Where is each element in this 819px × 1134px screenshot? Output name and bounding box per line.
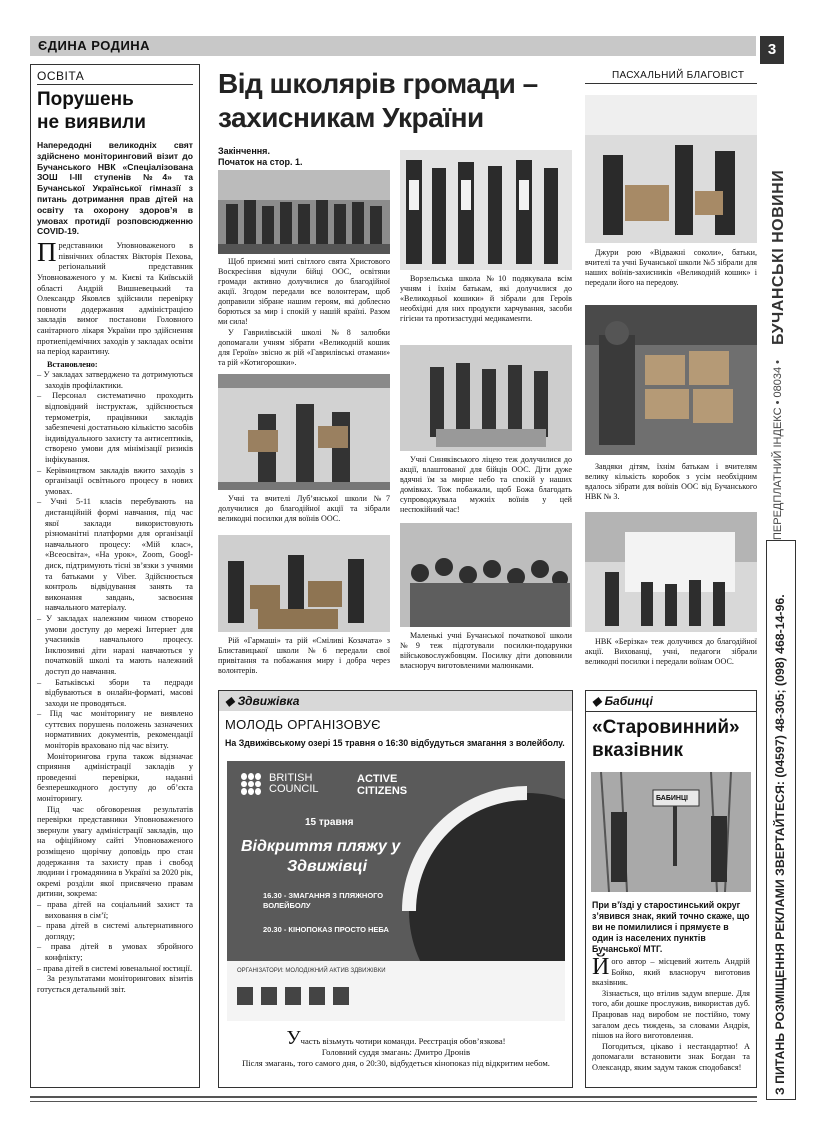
zdvyzhivka-body: Участь візьмуть чотири команди. Реєстрація обов’язкова! Головний суддя змагань: Дмитро Дронів Після змагань, того самого дня, о 20:30, відбудеться кінопоказ під відкритим небом. (242, 1027, 550, 1068)
photo-berizka (585, 512, 757, 632)
page-number: 3 (760, 36, 784, 64)
photo-school5 (585, 95, 757, 243)
drop-cap: У (286, 1027, 301, 1049)
caption-school8b: У Гаврилівській школі №8 залюбки допомагали учням зібрати «Великодній кошик для Героїв» звісно ж рій «Гаврилівські отамани» та рій «Котигорошки». (218, 328, 390, 367)
photo-sign (591, 772, 751, 892)
article-lead: Напередодні великодніх свят здійснено моніторинговий візит до Бучанського НВК «Спеціалізована ЗОШ І-ІІІ ступенів №4» та Бучанської Української гімназії з питань дотримання прав дітей на освіту та охорону здоров’я в умовах протидії розповсюдженню COVID-19. (37, 140, 193, 237)
list-item: – Персонал систематично проходить відповідний інструктаж, здійснюється термометрія, працівники закладів забезпечені достатньою кількістю засобів індивідуального захисту та антисептиків, створено умови для мінімізації ризиків інфікування. (37, 391, 193, 465)
list-item: – Керівництвом закладів вжито заходів з організації освітнього процесу в нових умовах. (37, 465, 193, 496)
brand-vertical: БУЧАНСЬКІ НОВИНИ (770, 169, 787, 345)
caption-school6: Рій «Гармаші» та рій «Сміливі Козачата» з Блиставицької школи №6 передали свої привітання та побажання миру і добра через волонтерів. (218, 636, 390, 675)
photo-school8 (218, 170, 390, 254)
sign-text: БАБИНЦІ (656, 795, 688, 802)
poster-item-cinema: 20.30 - КІНОПОКАЗ ПРОСТО НЕБА (263, 925, 389, 934)
list-item: – права дітей в системі ювенальної юстиції. (37, 963, 193, 973)
poster-title: Відкриття пляжу у Здвижівці (241, 838, 401, 875)
poster-item-volleyball: 16.30 - ЗМАГАННЯ З ПЛЯЖНОГО ВОЛЕЙБОЛУ (263, 891, 384, 910)
bottom-rule-2 (30, 1101, 757, 1102)
caption-synyakiv: Учні Синяківського ліцею теж долучилися до акції, влаштованої для бійців ООС. Діти дуже вдячні їм за мирне небо та спокій у наших домівках. Тож побажали, щоб Божа благодать супроводжувала мужніх воїнів у цей неспокійний час! (400, 455, 572, 514)
drop-cap: Й (592, 954, 610, 980)
kicker: ПАСХАЛЬНИЙ БЛАГОВІСТ (612, 70, 745, 81)
subscription-index: ПЕРЕДПЛАТНИЙ ІНДЕКС • 08034 • (772, 360, 784, 540)
photo-school6 (218, 535, 390, 632)
zdvyzhivka-headline: МОЛОДЬ ОРГАНІЗОВУЄ (225, 717, 381, 732)
article-title: Порушень не виявили (37, 89, 146, 133)
list-item: – Батьківські збори та педради відбуваються в онлайн-форматі, масові заходи не проводяться. (37, 677, 193, 708)
paragraph-3: Під час обговорення результатів перевірки представники Уповноваженого звернули увагу адміністрації закладів, що на офіційному сайті Уповноваженого розміщено щорічну доповідь про стан додержання та захисту прав і свобод людини і громадянина в Україні за 2020 рік, окремі розділи якої присвячено правам дитини, зокрема: (37, 804, 193, 899)
org-active-citizens: ACTIVE CITIZENS (357, 773, 408, 797)
list-item: – права дітей в умовах збройного конфлікту; (37, 942, 193, 962)
photo-school9 (400, 523, 572, 627)
zdvyzhivka-lead: На Здвижівському озері 15 травня о 16:30 відбудуться змагання з волейболу. (225, 738, 565, 748)
list-item: – У закладах належним чином створено умови доступу до мережі Інтернет для учасників навчального процесу. Інклюзивні діти наразі навчаються у початковій школі та мають належний доступ до навчання. (37, 613, 193, 676)
rights-list (37, 900, 193, 974)
poster-organizers: ОРГАНІЗАТОРИ: МОЛОДІЖНИЙ АКТИВ ЗДВИЖІВКИ (237, 968, 386, 974)
established-label: Встановлено: (47, 359, 98, 369)
diamond-icon: ◆ (592, 694, 605, 708)
paragraph-2: Моніторингова група також відзначає сприяння адміністрації закладів у проведенні перевірки, наданні безперешкодного доступу до об’єкта моніторингу. (37, 751, 193, 804)
caption-berizka: НВК «Берізка» теж долучився до благодійної акції. Вихованці, учні, педагоги зібрали великодні посилки і передали воїнам ООС. (585, 637, 757, 666)
continued-note: Закінчення. Початок на стор. 1. (218, 146, 303, 167)
article-body: Представники Уповноваженого в північних областях Вікторія Пехова, регіональний представник Уповноваженого у м. Києві та Київській області Андрій Вишневецький та Олександр Яковлєв здійснили перевірку повноти додержання адміністрацією закладів вимог постанови Головного санітарного лікаря України про здійснення протиепідемічних заходів у закладах освіти на період карантину. (37, 237, 193, 357)
section-bar: ◆ Бабинці (586, 691, 756, 712)
caption-school9: Маленькі учні Бучанської початкової школи №9 теж підготували посилки-подарунки військовослужбовцям. Посилку діти доповнили власноруч виготовленими малюнками. (400, 631, 572, 670)
section-label: ОСВІТА (37, 69, 193, 85)
ads-contact: З ПИТАНЬ РОЗМІЩЕННЯ РЕКЛАМИ ЗВЕРТАЙТЕСЯ: (04597) 48-305; (098) 468-14-96. (773, 594, 787, 1095)
zdvyzhivka-article (218, 690, 573, 1088)
caption-school5: Джури рою «Відважні соколи», батьки, вчителі та учні Бучанської школи №5 зібрали для наших воїнів-захисників «Великодній кошик» і передали його на передову. (585, 248, 757, 287)
babyntsi-p2: Зізнається, що втілив задум вперше. Для того, аби дошке прослужив, використав дуб. Працював над виробом не постійно, тому загалом десь тиждень, за словами Андрія, пішов на його виготовлення. (592, 988, 750, 1041)
caption-school7: Учні та вчителі Луб’янської школи №7 долучилися до благодійної акції та зібрали великодні посилки для воїнів ООС. (218, 494, 390, 523)
event-poster (227, 761, 565, 1021)
diamond-icon: ◆ (225, 694, 238, 708)
findings-list (37, 370, 193, 751)
babyntsi-p1: Його автор – місцевий житель Андрій Бойко, який власноруч виготовив вказівник. (592, 954, 750, 988)
side-strip (766, 70, 796, 1100)
babyntsi-lead: При в’їзді у старостинський округ з’явився знак, який точно скаже, що ви не помилилися і прямуєте в один із населених пунктів Бучанської МТГ. (592, 900, 750, 954)
photo-school10 (400, 150, 572, 270)
paragraph-4: За результатами моніторингових візитів готується детальний звіт. (37, 974, 193, 994)
section-bar: ◆ Здвижівка (219, 691, 572, 711)
list-item: – Під час моніторингу не виявлено суттєвих порушень положень зазначених нормативних документів, рекомендації моніторів враховано під час візиту. (37, 709, 193, 751)
photo-synyakiv (400, 345, 572, 451)
poster-date: 15 травня (305, 817, 354, 828)
org-british-council: BRITISH COUNCIL (269, 772, 319, 795)
paper-title: ЄДИНА РОДИНА (38, 38, 151, 53)
babyntsi-p3: Погодиться, цікаво і нестандартно! А допомагали встановити знак Богдан та Олександр, яким задум також сподобався! (592, 1041, 750, 1072)
photo-nvk3 (585, 305, 757, 455)
photo-school7 (218, 374, 390, 490)
page-header (30, 36, 756, 56)
list-item: – У закладах затверджено та дотримуються заходів профілактики. (37, 370, 193, 390)
education-article (30, 64, 200, 1088)
list-item: – права дітей на соціальний захист та виховання в сім’ї; (37, 899, 193, 920)
bottom-rule (30, 1096, 757, 1098)
babyntsi-title: «Старовинний» вказівник (592, 717, 740, 761)
british-council-logo (241, 773, 263, 795)
caption-school10: Ворзельська школа №10 подякувала всім учням і їхнім батькам, які долучилися до «Великодньої кошики» й зібрали для Героїв необхідні для них продукти харчування, засоби гігієни та протизастудні медикаменти. (400, 274, 572, 323)
caption-nvk3: Завдяки дітям, їхнім батькам і вчителям велику кількість коробок з усім необхідним вдалось зібрати для воїнів ООС від Бучанського НВК № 3. (585, 462, 757, 501)
main-headline: Від школярів громади – захисникам України (218, 68, 538, 133)
list-item: – Учні 5-11 класів перебувають на дистанційній формі навчання, під час якої заклади використовують різноманітні платформи для організації навчального процесу: «Мій клас», «Всеосвіта», «На урок», Zoom, Googl-диск, підтримують тісні зв’язки з учнями та батьками у Viber. Здійснюється контроль відвідування занять та виконання завдань, засвоєння навчального матеріалу. (37, 497, 193, 613)
caption-school8: Щоб приємні миті світлого свята Христового Воскресіння відчули бійці ООС, освітяни громади активно долучилися до благодійної акції. Згодом передали все волонтерам, щоб доправили зібране нашим героям, які доблесно борються за мир і спокій у нашій країні. Разом ми сила! (218, 257, 390, 326)
drop-cap: П (37, 237, 57, 268)
babyntsi-article (585, 690, 757, 1088)
list-item: – права дітей в системі альтернативного догляду; (37, 921, 193, 941)
